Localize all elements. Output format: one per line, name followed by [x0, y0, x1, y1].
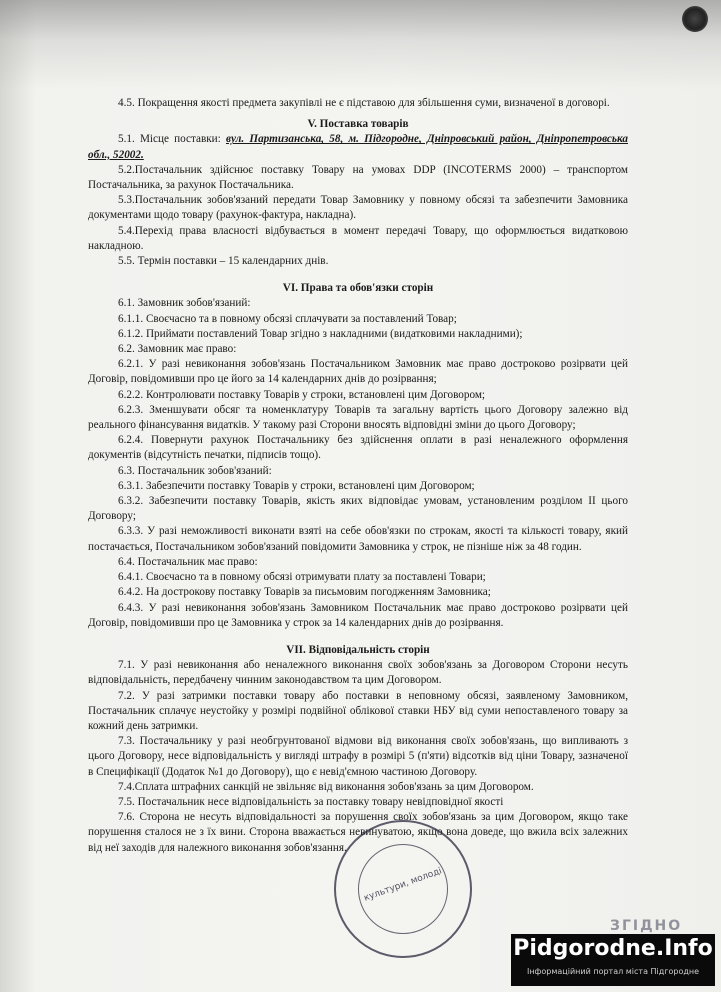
scan-shadow: [0, 0, 721, 90]
seal-text: культури, молоді: [362, 866, 444, 904]
clause-6-2-3: 6.2.3. Зменшувати обсяг та номенклатуру Товарів та загальну вартість цього Договору залежно від реального фінансування видатків. У такому разі Сторони вносять відповідні зміни до цього Договору;: [88, 403, 628, 432]
clause-5-5: 5.5. Термін поставки – 15 календарних днів.: [118, 255, 329, 268]
watermark-subtitle: Інформаційний портал міста Підгородне: [526, 967, 700, 976]
clause-5-1: [88, 132, 628, 162]
delivery-address: вул. Партизанська, 58, м. Підгородне, Дніпровський район, Дніпропетровська обл., 52002.: [88, 133, 628, 161]
clause-6-3-3: 6.3.3. У разі неможливості виконати взяті на себе обов'язки по строкам, якості та кількості товару, який постачається, Постачальником зобов'язаний повідомити Замовника у строк, не пізніше ніж за 48 годин.: [88, 525, 628, 553]
clause-7-3: 7.3. Постачальнику у разі необгрунтованої відмови від виконання своїх зобов'язань, що випливають з цього Договору, несе відповідальність у вигляді штрафу в розмірі 5 (п'яти) відсотків від ціни Товару, зазначеної в Специфікації (Додаток №1 до Договору), що є невід'ємною частиною Договору.: [88, 735, 628, 778]
clause-7-1: 7.1. У разі невиконання або неналежного виконання своїх зобов'язань за Договором Сторони несуть відповідальність, передбачену чинним законодавством та цим Договором.: [88, 659, 628, 687]
watermark-title: Pidgorodne.Info: [513, 936, 713, 961]
clause-7-6: 7.6. Сторона не несуть відповідальності за порушення своїх зобов'язань за цим Договором, якщо таке порушення сталося не з їх вини. Сторона вважається невинуватою, якщо вона доведе, що вжила всіх залежних від неї заходів для належного виконання зобов'язання.: [88, 811, 628, 854]
punch-hole: [682, 6, 708, 32]
clause-6-4-1: 6.4.1. Своєчасно та в повному обсязі отримувати плату за поставлені Товари;: [118, 571, 486, 584]
clause-5-4: 5.4.Перехід права власності відбувається в момент передачі Товару, що оформлюється видатковою накладною.: [88, 224, 628, 252]
clause-6-3-2: 6.3.2. Забезпечити поставку Товарів, якість яких відповідає умовам, установленим розділом ІІ цього Договору;: [88, 495, 628, 523]
clause-7-4: 7.4.Сплата штрафних санкцій не звільняє від виконання зобов'язань за цим Договором.: [118, 780, 534, 793]
clause-5-1-label: 5.1. Місце поставки:: [118, 133, 226, 146]
clause-7-5: 7.5. Постачальник несе відповідальність за поставку товару невідповідної якості: [118, 795, 504, 808]
clause-6-2-2: 6.2.2. Контролювати поставку Товарів у строки, встановлені цим Договором;: [118, 388, 486, 401]
contract-text: [88, 96, 628, 856]
official-seal: [334, 820, 472, 958]
site-watermark: [511, 934, 715, 986]
approval-stamp: ЗГІДНО: [610, 918, 683, 934]
clause-5-3: 5.3.Постачальник зобов'язаний передати Товар Замовнику у повному обсязі та забезпечити Замовника документами щодо товару (рахунок-фактура, накладна).: [88, 194, 628, 222]
clause-6-4: 6.4. Постачальник має право:: [118, 555, 258, 568]
clause-6-1-1: 6.1.1. Своєчасно та в повному обсязі сплачувати за поставлений Товар;: [118, 312, 457, 325]
clause-6-4-2: 6.4.2. На дострокову поставку Товарів за письмовим погодженням Замовника;: [118, 586, 491, 599]
clause-6-3: 6.3. Постачальник зобов'язаний:: [118, 464, 272, 477]
clause-6-3-1: 6.3.1. Забезпечити поставку Товарів у строки, встановлені цим Договором;: [118, 479, 475, 492]
clause-6-1-2: 6.1.2. Приймати поставлений Товар згідно з накладними (видатковими накладними);: [118, 327, 523, 340]
clause-6-2-4: 6.2.4. Повернути рахунок Постачальнику без здійснення оплати в разі неналежного оформлення документів (відсутність печатки, підписів тощо).: [88, 434, 628, 462]
clause-6-2: 6.2. Замовник має право:: [118, 343, 237, 356]
clause-6-2-1: 6.2.1. У разі невиконання зобов'язань Постачальником Замовник має право достроково розірвати цей Договір, повідомивши про це його за 14 календарних днів до розірвання;: [88, 358, 628, 386]
clause-7-2: 7.2. У разі затримки поставки товару або поставки в неповному обсязі, заявленому Замовником, Постачальник сплачує неустойку у розмірі подвійної облікової ставки НБУ від суми непоставленого товару за кожний день затримки.: [88, 689, 628, 732]
section-5-heading: V. Поставка товарів: [307, 118, 409, 131]
clause-5-2: 5.2.Постачальник здійснює поставку Товару на умовах DDP (INCOTERMS 2000) – транспортом Постачальника, за рахунок Постачальника.: [88, 163, 628, 192]
clause-6-1: 6.1. Замовник зобов'язаний:: [118, 297, 251, 310]
clause-4-5: 4.5. Покращення якості предмета закупівлі не є підставою для збільшення суми, визначеної в договорі.: [118, 97, 610, 109]
clause-6-4-3: 6.4.3. У разі невиконання зобов'язань Замовником Постачальник має право достроково розірвати цей Договір, повідомивши про це Замовника у строк за 14 календарних днів до розірвання.: [88, 601, 628, 629]
section-6-heading: VI. Права та обов'язки сторін: [282, 282, 434, 295]
section-7-heading: VII. Відповідальність сторін: [286, 643, 430, 656]
